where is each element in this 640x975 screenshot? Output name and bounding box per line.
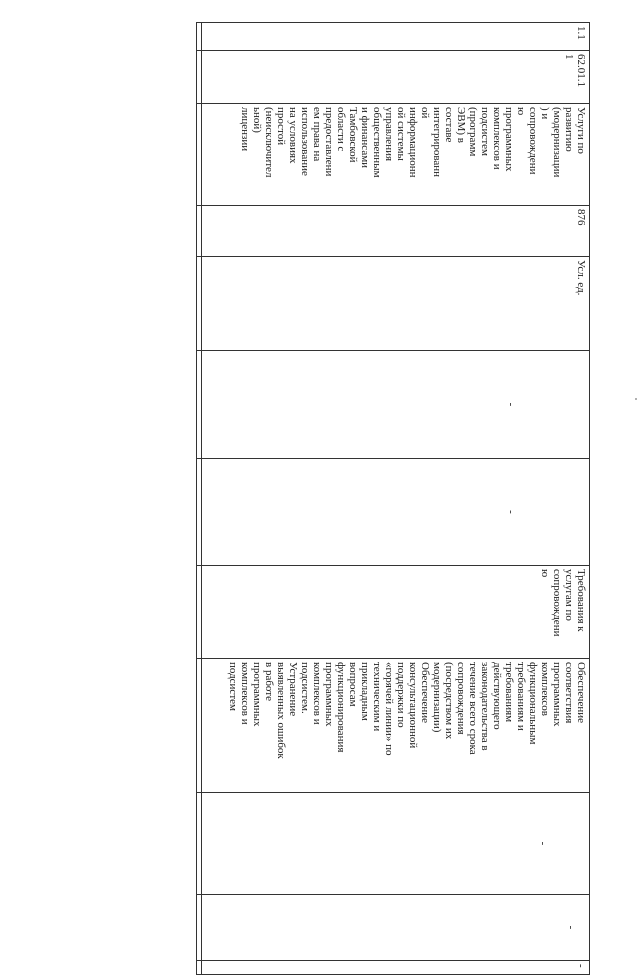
characteristic-line: действующего [491,662,503,730]
table-row-top [202,23,590,975]
characteristic-line: поддержки по [395,662,407,728]
characteristic-line: подсистем. [299,662,311,714]
name-line: составе [443,107,455,143]
characteristic-line: функциональным [527,662,539,745]
cell-col11 [202,895,590,961]
characteristic-line: «горячей линии» по [383,662,395,756]
cell-col12: - [202,961,590,975]
characteristic-line: соответствия [563,662,575,724]
cell-empty [197,793,202,895]
cell-col10 [202,793,590,895]
table-row-bottom [197,23,202,975]
name-line: лицензии [239,107,251,152]
scan-speck [635,398,637,400]
code-line-2: 1 [563,54,575,60]
characteristic-line: прикладным [359,662,371,721]
dash-value: - [537,841,549,846]
name-line: развитию [563,107,575,152]
name-line: подсистем [479,107,491,156]
name-line: общественным [371,107,383,178]
name-line: программных [503,107,515,172]
characteristic-line: выявленных ошибок [275,662,287,759]
characteristic-line: Обеспечение [419,662,431,723]
name-line: ЭВМ) в [455,107,467,143]
requirement-line: ю [539,569,551,578]
cell-empty [197,659,202,793]
characteristic-line: функционирования [335,662,347,753]
cell-number-lower [197,23,202,51]
characteristic-line: вопросам [347,662,359,707]
characteristic-line: программных [323,662,335,727]
cell-number: 1.1 [202,23,590,51]
cell-empty [197,961,202,975]
cell-okei-code: 876 [202,206,590,257]
name-line: ой системы [395,107,407,161]
cell-empty [197,51,202,104]
characteristic-line: в работе [263,662,275,701]
cell-empty [197,206,202,257]
cell-requirement [202,566,590,659]
dash-value: - [565,925,577,930]
characteristic-line: законодательства в [479,662,491,751]
characteristic-line: течение всего срока [467,662,479,755]
characteristic-line: сопровождения [455,662,467,735]
cell-characteristic [202,659,590,793]
dash-value: - [505,510,517,514]
rotated-table-area [196,22,590,968]
cell-empty [197,459,202,566]
name-line: сопровождени [527,107,539,175]
name-line: ой [419,107,431,119]
cell-empty [197,351,202,459]
name-line: использование [299,107,311,176]
name-line: комплексов и [491,107,503,170]
characteristic-line: комплексов [539,662,551,716]
name-line: Услуги по [575,107,587,154]
requirement-line: Требования к [575,569,587,632]
procurement-table [196,22,590,975]
characteristic-line: консультационной [407,662,419,749]
name-line: простой [275,107,287,146]
characteristic-line: комплексов и [311,662,323,725]
requirement-line: услугам по [563,569,575,621]
characteristic-line: Обеспечение [575,662,587,723]
name-line: (неисключител [263,107,275,178]
cell-unit: Усл. ед. [202,257,590,351]
name-line: (модернизации [551,107,563,178]
characteristic-line: требованиям [503,662,515,723]
characteristic-line: Устранение [287,662,299,717]
cell-code [202,51,590,104]
name-line: на условиях [287,107,299,164]
cell-col6 [202,351,590,459]
name-line: ) и [539,107,551,120]
characteristic-line: (посредством их [443,662,455,740]
name-line: области с [335,107,347,152]
name-line: предоставлени [323,107,335,177]
characteristic-line: подсистем [227,662,239,711]
characteristic-line: комплексов и [239,662,251,725]
name-line: (программ [467,107,479,157]
code-line-1: 62.01.1 [575,54,587,87]
characteristic-line: техническим и [371,662,383,732]
cell-empty [197,104,202,206]
name-line: управления [383,107,395,162]
characteristic-line: программных [251,662,263,727]
cell-empty [197,895,202,961]
characteristic-line: программных [551,662,563,727]
name-line: информационн [407,107,419,178]
name-line: и финансами [359,107,371,169]
cell-col7 [202,459,590,566]
cell-empty [197,257,202,351]
characteristic-line: требованиям и [515,662,527,731]
cell-empty [197,566,202,659]
name-line: ю [515,107,527,116]
rotated-table [196,22,590,968]
dash-value: - [505,402,517,407]
name-line: интегрированн [431,107,443,178]
requirement-line: сопровождени [551,569,563,637]
name-line: ьной) [251,107,263,133]
name-line: ем права на [311,107,323,162]
cell-name [202,104,590,206]
characteristic-line: модернизации) [431,662,443,733]
name-line: Тамбовской [347,107,359,163]
